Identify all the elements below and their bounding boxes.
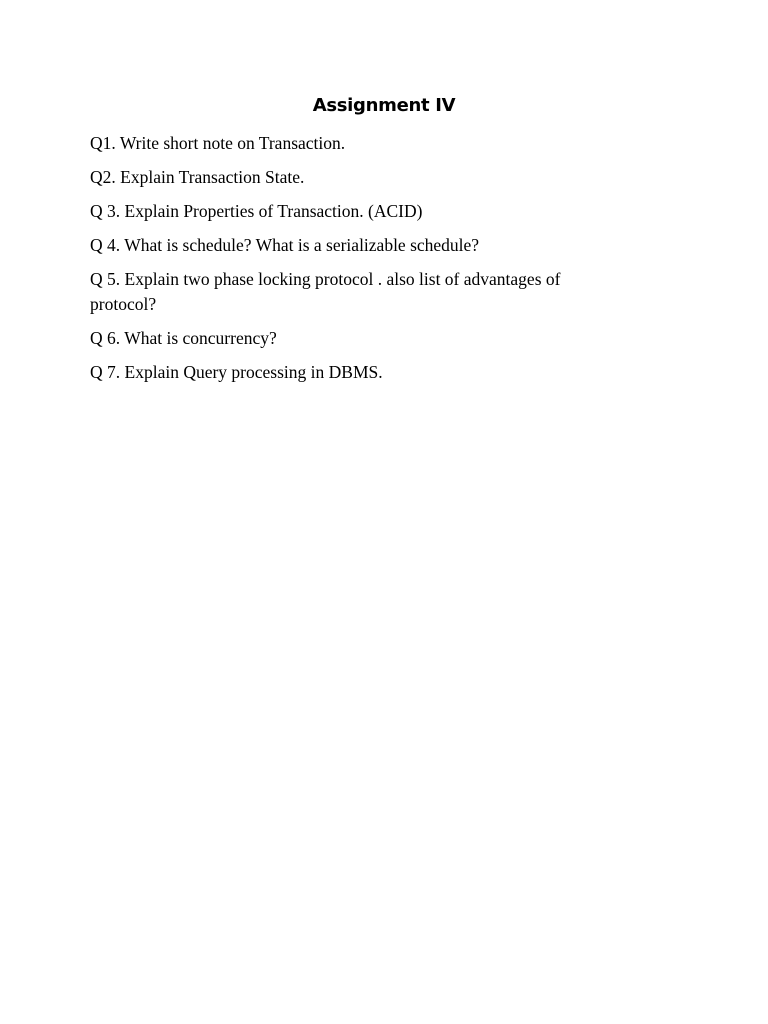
question-4: Q 4. What is schedule? What is a serializable schedule? bbox=[90, 235, 480, 255]
question-2: Q2. Explain Transaction State. bbox=[90, 167, 305, 187]
question-list bbox=[90, 131, 590, 394]
document-title: Assignment IV bbox=[312, 95, 456, 116]
question-3: Q 3. Explain Properties of Transaction. (ACID) bbox=[90, 201, 423, 221]
question-1: Q1. Write short note on Transaction. bbox=[90, 133, 346, 153]
question-5: Q 5. Explain two phase locking protocol . also list of advantages of protocol? bbox=[90, 269, 561, 314]
question-6: Q 6. What is concurrency? bbox=[90, 328, 277, 348]
question-7: Q 7. Explain Query processing in DBMS. bbox=[90, 362, 383, 382]
